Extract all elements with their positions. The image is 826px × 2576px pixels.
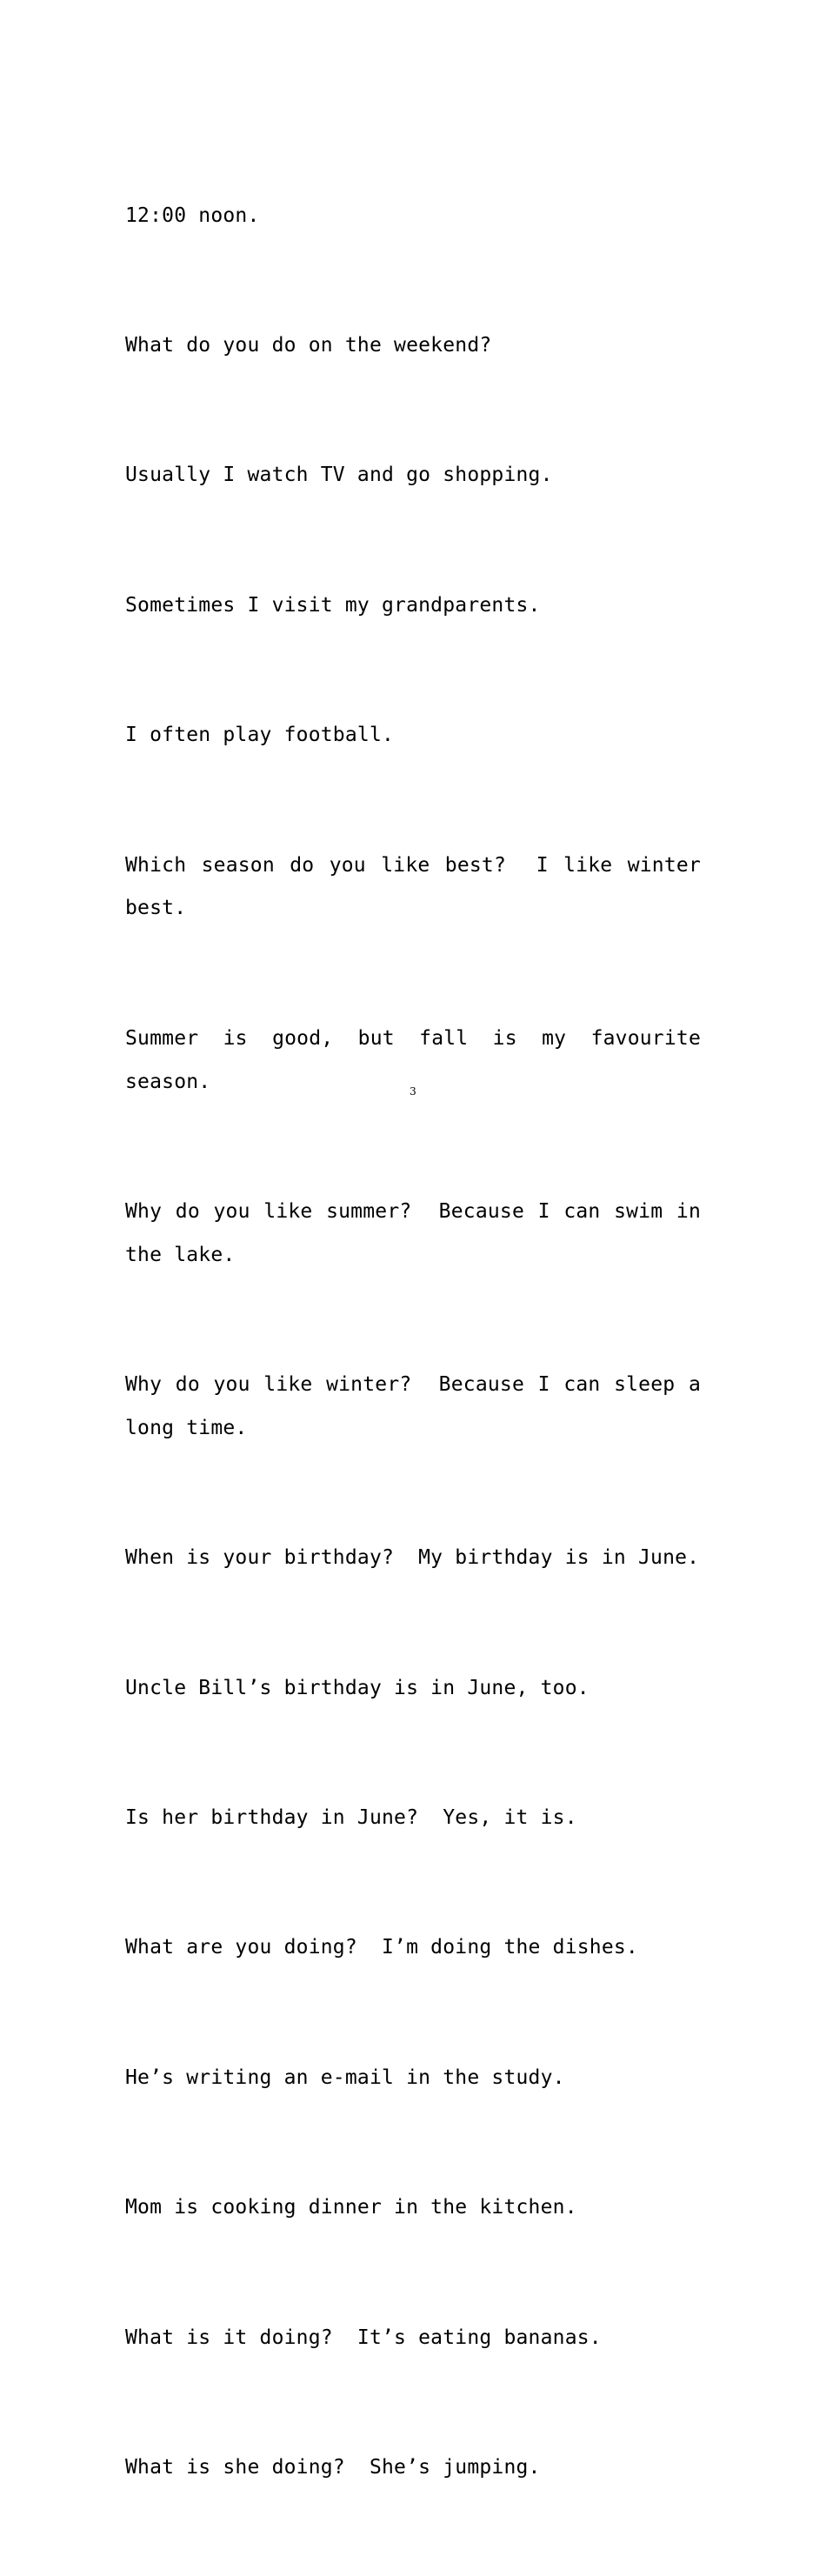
text-line: What is it doing? It’s eating bananas.	[125, 2326, 602, 2349]
text-line: Mom is cooking dinner in the kitchen.	[125, 2196, 577, 2219]
text-line: 12:00 noon.	[125, 204, 260, 227]
text-line: Usually I watch TV and go shopping.	[125, 464, 553, 487]
text-line: Summer is good, but fall is my favourite season.	[125, 1026, 714, 1093]
page-number: 3	[410, 1085, 416, 1098]
text-line: Why do you like winter? Because I can sleep a long time.	[125, 1373, 714, 1439]
text-line: He’s writing an e-mail in the study.	[125, 2065, 565, 2089]
text-line: Why do you like summer? Because I can swim in the lake.	[125, 1199, 714, 1266]
text-line: What are you doing? I’m doing the dishes.	[125, 1936, 638, 1959]
text-line: What do you do on the weekend?	[125, 333, 492, 357]
body-text	[125, 108, 714, 2576]
text-line: When is your birthday? My birthday is in June.	[125, 1546, 700, 1570]
text-line: I often play football.	[125, 724, 395, 747]
text-line: Uncle Bill’s birthday is in June, too.	[125, 1676, 590, 1699]
text-line: Which season do you like best? I like winter best.	[125, 853, 714, 920]
text-line: Is her birthday in June? Yes, it is.	[125, 1806, 577, 1830]
text-line: Sometimes I visit my grandparents.	[125, 593, 541, 617]
text-line: What is she doing? She’s jumping.	[125, 2456, 541, 2479]
